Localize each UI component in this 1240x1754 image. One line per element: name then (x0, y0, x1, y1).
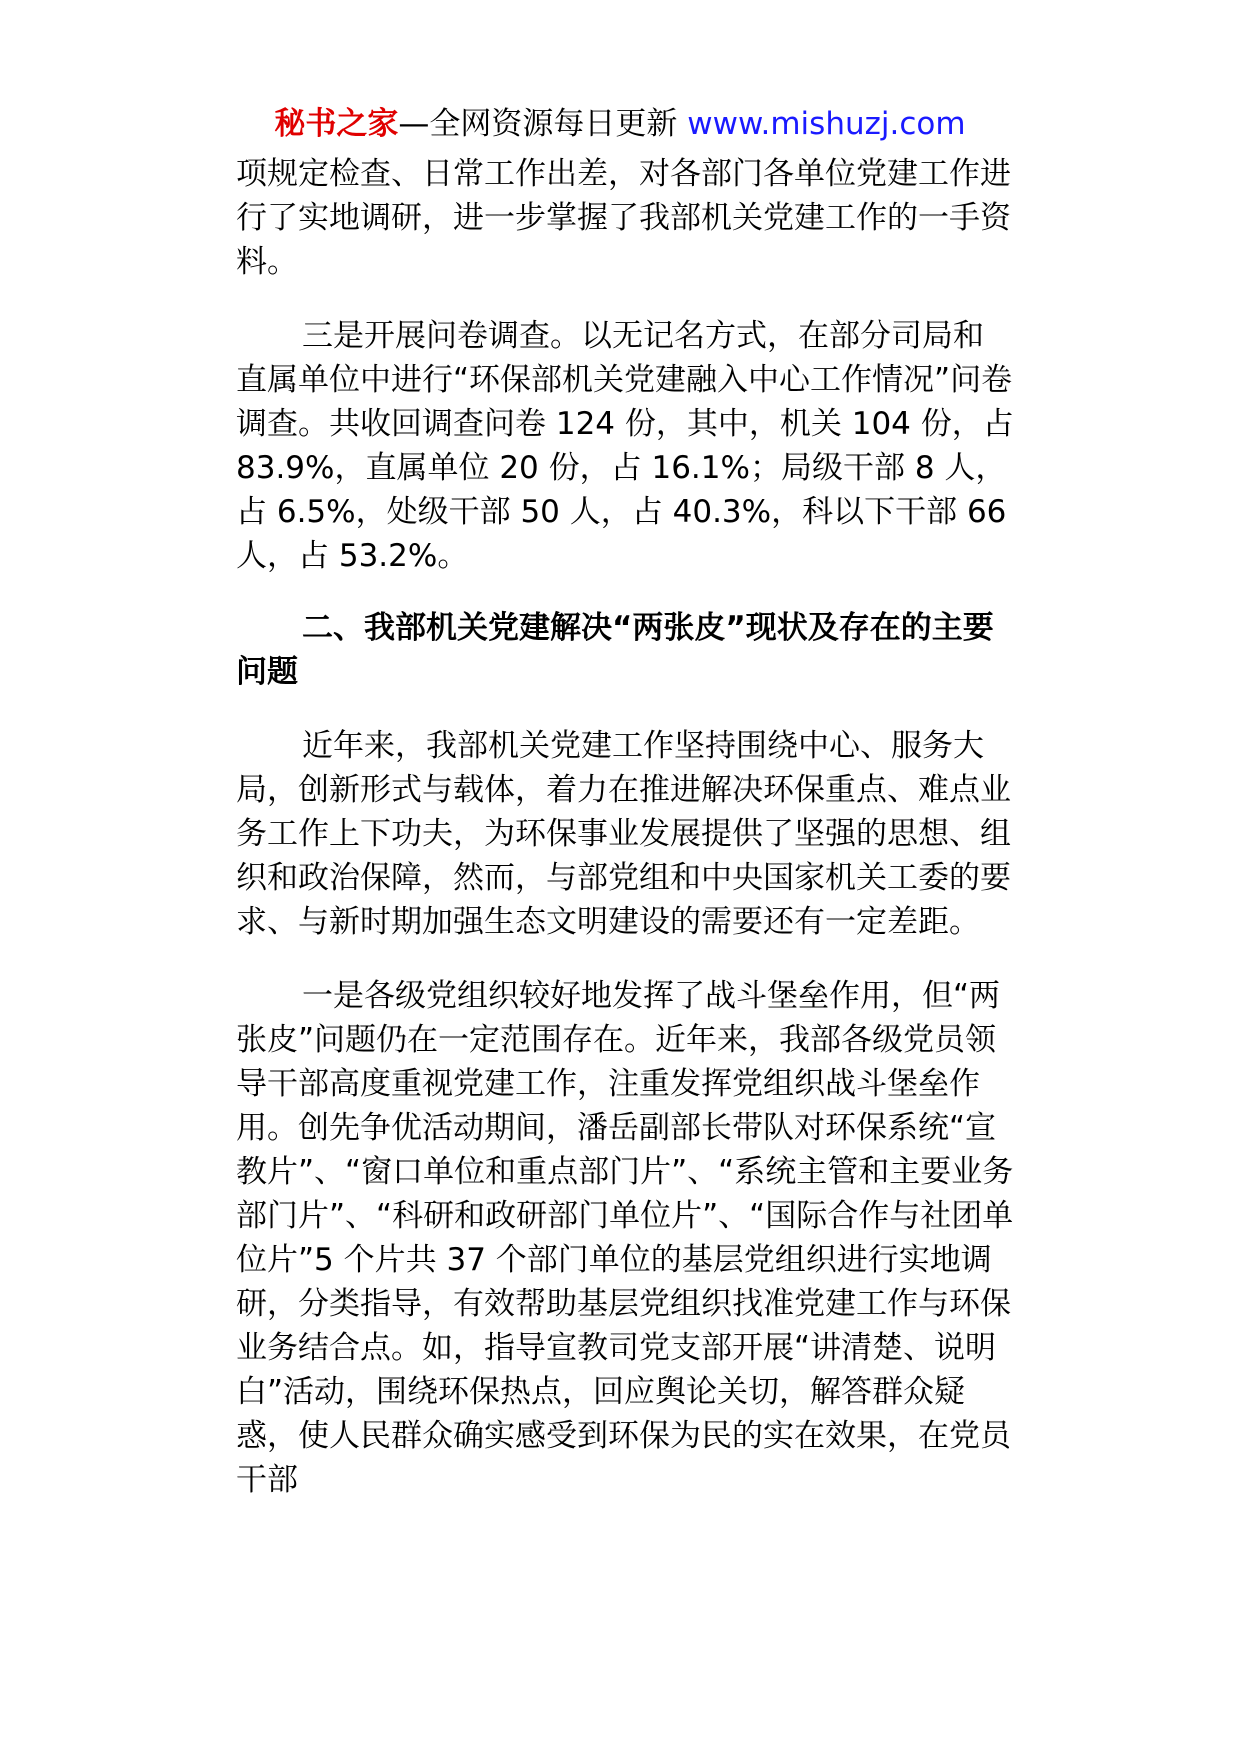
paragraph-party-organizations: 一是各级党组织较好地发挥了战斗堡垒作用，但“两张皮”问题仍在一定范围存在。近年来，我部各级党员领导干部高度重视党建工作，注重发挥党组织战斗堡垒作用。创先争优活动期间，潘岳副部长带队对环保系统“宣教片”、“窗口单位和重点部门片”、“系统主管和主要业务部门片”、“科研和政研部门单位片”、“国际合作与社团单位片”5 个片共 37 个部门单位的基层党组织进行实地调研，分类指导，有效帮助基层党组织找准党建工作与环保业务结合点。如，指导宣教司党支部开展“讲清楚、说明白”活动，围绕环保热点，回应舆论关切，解答群众疑惑，使人民群众确实感受到环保为民的实在效果，在党员干部 (236, 978, 1014, 1498)
paragraph-recent-years: 近年来，我部机关党建工作坚持围绕中心、服务大局，创新形式与载体，着力在推进解决环保重点、难点业务工作上下功夫，为环保事业发展提供了坚强的思想、组织和政治保障，然而，与部党组和中央国家机关工委的要求、与新时期加强生态文明建设的需要还有一定差距。 (236, 728, 1011, 940)
paragraph-continuation: 项规定检查、日常工作出差，对各部门各单位党建工作进行了实地调研，进一步掌握了我部机关党建工作的一手资料。 (236, 156, 1011, 280)
section-heading: 二、我部机关党建解决“两张皮”现状及存在的主要问题 (236, 610, 994, 690)
paragraph-survey: 三是开展问卷调查。以无记名方式，在部分司局和直属单位中进行“环保部机关党建融入中心工作情况”问卷调查。共收回调查问卷 124 份，其中，机关 104 份，占 83.9%，直属单位 20 份，占 16.1%；局级干部 8 人，占 6.5%，处级干部 50 人，占 40.3%，科以下干部 66 人，占 53.2%。 (236, 318, 1014, 574)
header-tagline: —全网资源每日更新 (398, 106, 678, 142)
page-header (0, 104, 1240, 144)
site-url-link[interactable]: www.mishuzj.com (687, 106, 966, 142)
brand-name: 秘书之家 (274, 106, 399, 142)
document-body (236, 152, 1014, 1502)
